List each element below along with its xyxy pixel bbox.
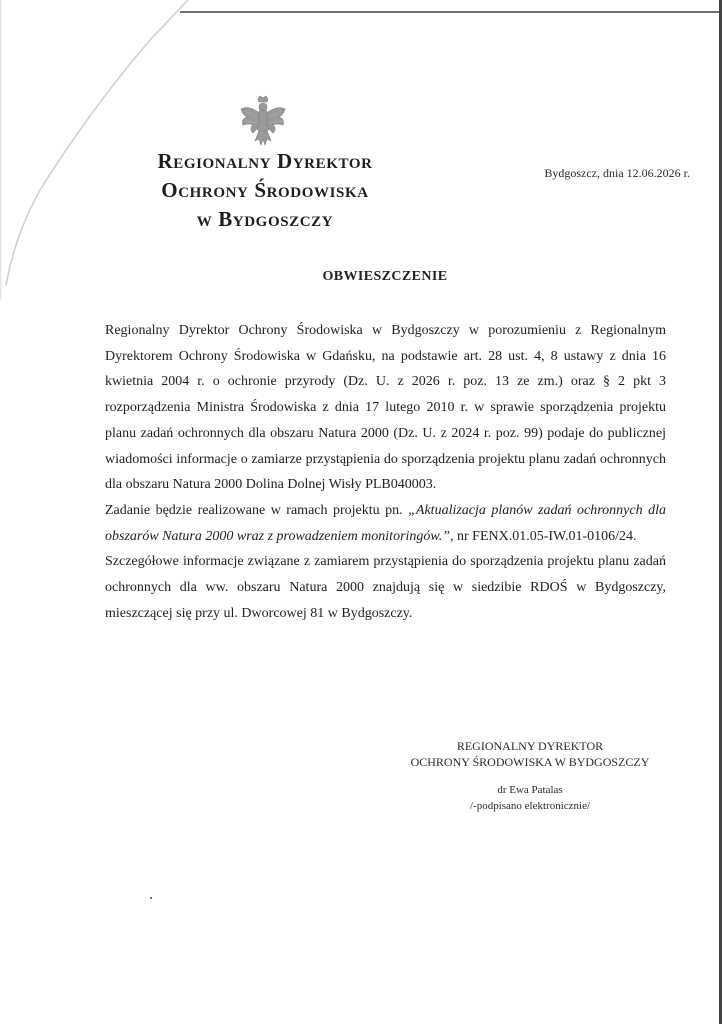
authority-line-1: Regionalny Dyrektor	[157, 149, 373, 173]
authority-line-3: w Bydgoszczy	[196, 207, 334, 231]
authority-line-2: Ochrony Środowiska	[161, 178, 369, 202]
body-paragraph-3: Szczegółowe informacje związane z zamiarem przystąpienia do sporządzenia projektu planu zadań ochronnych dla ww. obszaru Natura 2000 znajdują się w siedzibie RDOŚ w Bydgoszczy, mieszczącej się przy ul. Dworcowej 81 w Bydgoszczy.	[105, 554, 666, 621]
paragraph-2-prefix: Zadanie będzie realizowane w ramach projektu pn.	[105, 502, 409, 518]
signed-electronically-note: /-podpisano elektronicznie/	[469, 800, 591, 812]
polish-eagle-emblem-icon	[237, 95, 289, 147]
signatory-name: dr Ewa Patalas	[497, 784, 563, 796]
document-title: OBWIESZCZENIE	[322, 269, 448, 284]
body-paragraph-1: Regionalny Dyrektor Ochrony Środowiska w Bydgoszczy w porozumieniu z Regionalnym Dyrektorem Ochrony Środowiska w Gdańsku, na podstawie art. 28 ust. 4, 8 ustawy z dnia 16 kwietnia 2004 r. o ochronie przyrody (Dz. U. z 2026 r. poz. 13 ze zm.) oraz § 2 pkt 3 rozporządzenia Ministra Środowiska z dnia 17 lutego 2010 r. w sprawie sporządzenia projektu planu zadań ochronnych dla obszaru Natura 2000 (Dz. U. z 2024 r. poz. 99) podaje do publicznej wiadomości informacje o zamiarze przystąpienia do sporządzenia projektu planu zadań ochronnych dla obszaru Natura 2000 Dolina Dolnej Wisły PLB040003.	[105, 323, 666, 493]
authority-name	[120, 147, 410, 234]
signature-title-line-1: REGIONALNY DYREKTOR	[456, 739, 604, 753]
project-name: „Aktualizacja planów zadań ochronnych dla obszarów Natura 2000 wraz z prowadzeniem monitoringów.”,	[105, 502, 666, 544]
scan-edge-top	[180, 11, 720, 13]
signature-block	[380, 738, 680, 814]
place-date: Bydgoszcz, dnia 12.06.2026 r.	[544, 166, 690, 180]
signature-title-line-2: OCHRONY ŚRODOWISKA W BYDGOSZCZY	[410, 755, 650, 769]
scan-speck	[150, 897, 152, 899]
body-paragraph-2	[105, 498, 666, 549]
paragraph-2-suffix: nr FENX.01.05-IW.01-0106/24.	[453, 528, 637, 544]
document-body	[105, 318, 666, 626]
